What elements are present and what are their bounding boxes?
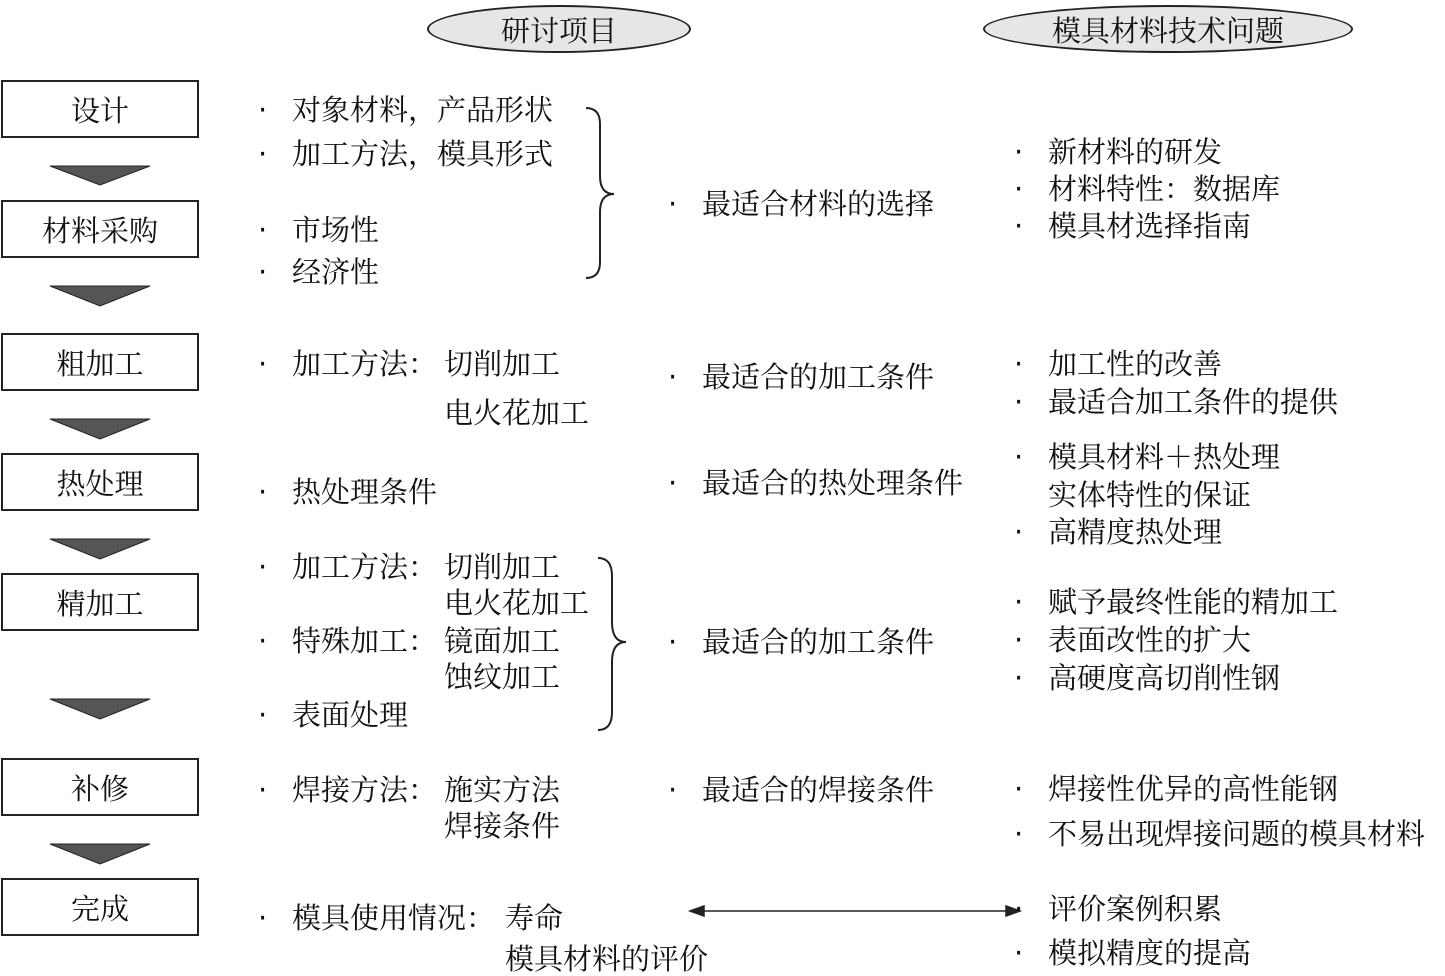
review-subitem: 镜面加工 bbox=[444, 624, 561, 658]
issue-item: · 不易出现焊接问题的模具材料 bbox=[1014, 817, 1426, 851]
issue-item: · 新材料的研发 bbox=[1014, 135, 1223, 169]
stage-label: 设计 bbox=[70, 93, 129, 128]
review-item: · 对象材料，产品形状 bbox=[258, 93, 554, 127]
issue-item: · 材料特性：数据库 bbox=[1014, 172, 1281, 206]
header-review-items-label: 研讨项目 bbox=[500, 13, 617, 48]
double-arrow bbox=[690, 906, 1020, 916]
issue-item: · 高精度热处理 bbox=[1014, 515, 1223, 549]
flow-arrow bbox=[50, 699, 150, 719]
issue-item: · 表面改性的扩大 bbox=[1014, 623, 1252, 657]
issue-item: · 高硬度高切削性钢 bbox=[1014, 661, 1281, 695]
review-item: · 市场性 bbox=[258, 213, 380, 247]
stage-label: 粗加工 bbox=[56, 346, 144, 381]
review-item: · 加工方法： bbox=[258, 347, 438, 381]
stage-label: 热处理 bbox=[56, 466, 144, 501]
brace-right bbox=[598, 558, 626, 730]
review-item: · 加工方法，模具形式 bbox=[258, 137, 554, 171]
review-item: · 特殊加工： bbox=[258, 624, 438, 658]
review-item: · 加工方法： bbox=[258, 550, 438, 584]
issue-item: · 加工性的改善 bbox=[1014, 347, 1223, 381]
stage-label: 精加工 bbox=[56, 586, 144, 621]
review-subitem: 蚀纹加工 bbox=[444, 660, 561, 694]
issue-subitem: 实体特性的保证 bbox=[1048, 478, 1252, 512]
issue-item: · 模具材料＋热处理 bbox=[1014, 440, 1281, 474]
issue-item: · 模拟精度的提高 bbox=[1014, 936, 1252, 970]
review-item: · 表面处理 bbox=[258, 698, 409, 732]
review-item: · 热处理条件 bbox=[258, 475, 438, 509]
brace-right bbox=[586, 108, 614, 278]
flow-arrow bbox=[50, 166, 150, 185]
review-subitem: 切削加工 bbox=[444, 347, 561, 381]
review-subitem: 电火花加工 bbox=[444, 586, 590, 620]
stage-label: 补修 bbox=[70, 771, 129, 806]
review-item: · 模具使用情况： bbox=[258, 901, 496, 935]
header-tech-issues-label: 模具材料技术问题 bbox=[1051, 13, 1284, 48]
review-item: · 焊接方法： bbox=[258, 773, 438, 807]
issue-item: · 焊接性优异的高性能钢 bbox=[1014, 772, 1339, 806]
review-subitem: 焊接条件 bbox=[444, 809, 561, 843]
flow-arrow bbox=[50, 419, 150, 439]
flow-arrow bbox=[50, 844, 150, 864]
optimal-item: · 最适合材料的选择 bbox=[668, 187, 935, 221]
review-subitem: 切削加工 bbox=[444, 550, 561, 584]
issue-item: · 模具材选择指南 bbox=[1014, 209, 1252, 243]
stage-label: 材料采购 bbox=[41, 213, 158, 248]
review-subitem: 施实方法 bbox=[444, 773, 561, 807]
review-subitem: 寿命 bbox=[505, 901, 564, 935]
stage-label: 完成 bbox=[70, 891, 129, 926]
flow-arrow bbox=[50, 286, 150, 306]
review-item: · 经济性 bbox=[258, 255, 380, 289]
optimal-item: · 最适合的加工条件 bbox=[668, 360, 935, 394]
review-subitem: 电火花加工 bbox=[444, 396, 590, 430]
review-subitem: 模具材料的评价 bbox=[505, 942, 709, 976]
optimal-item: · 最适合的焊接条件 bbox=[668, 773, 935, 807]
issue-item: · 最适合加工条件的提供 bbox=[1014, 385, 1339, 419]
flow-arrow bbox=[50, 539, 150, 559]
issue-item: · 赋予最终性能的精加工 bbox=[1014, 585, 1339, 619]
optimal-item: · 最适合的加工条件 bbox=[668, 625, 935, 659]
optimal-item: · 最适合的热处理条件 bbox=[668, 466, 964, 500]
issue-item: · 评价案例积累 bbox=[1014, 892, 1223, 926]
